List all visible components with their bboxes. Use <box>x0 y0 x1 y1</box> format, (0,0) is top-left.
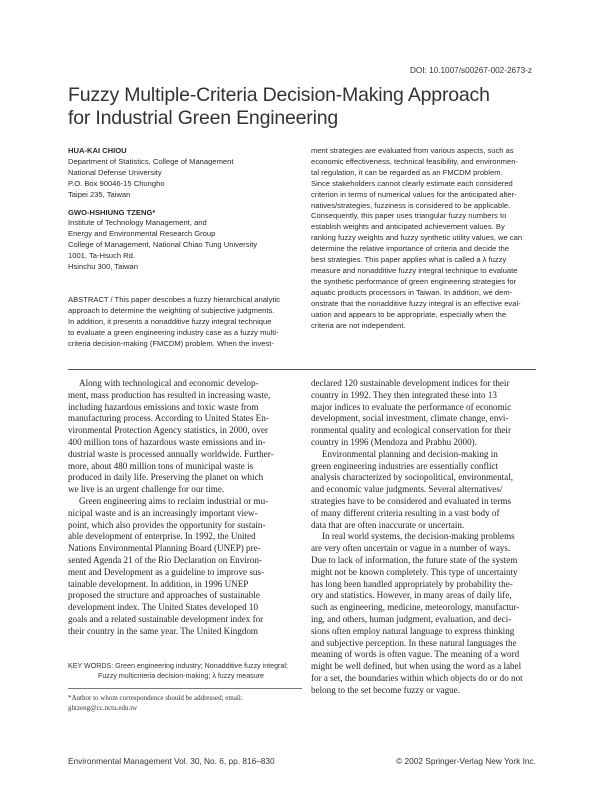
body-line: ing, and others, human judgment, evaluation, and deci- <box>311 613 512 624</box>
body-line: including hazardous emissions and toxic waste from <box>68 401 259 412</box>
body-line: might be well defined, but when using the word as a label <box>311 661 522 672</box>
abstract-left <box>68 295 293 350</box>
abstract-right <box>311 146 536 331</box>
affiliation-line: Hsinchu 300, Taiwan <box>68 262 138 272</box>
body-line: development index. The United States developed 10 <box>68 602 258 613</box>
body-line: vironmental Protection Agency statistics, in 2000, over <box>68 425 269 436</box>
body-line: point, which also provides the opportunity for sustain- <box>68 519 266 530</box>
body-line: dustrial waste is processed annually worldwide. Further- <box>68 448 274 459</box>
keywords-line: Fuzzy multicriteria decision-making; λ fuzzy measure <box>98 672 264 680</box>
abstract-line: best strategies. This paper applies what is called a λ fuzzy <box>311 255 507 265</box>
body-line: produced in daily life. Preserving the planet on which <box>68 472 264 483</box>
footnote-divider <box>68 688 302 689</box>
abstract-line: economic effectiveness, technical feasibility, and environmen- <box>311 156 518 166</box>
abstract-line: aquatic products processors in Taiwan. In addition, we dem- <box>311 287 513 297</box>
body-line: Green engineering aims to reclaim industrial or mu- <box>79 495 269 506</box>
affiliation-line: National Defense University <box>68 167 162 177</box>
affiliation-line: Department of Statistics, College of Management <box>68 156 234 166</box>
body-line: 400 million tons of hazardous waste emissions and in- <box>68 436 266 447</box>
abstract-line: the synthetic performance of green engineering strategies for <box>311 276 517 286</box>
body-line: able development of enterprise. In 1992, the United <box>68 531 256 542</box>
abstract-line: Since stakeholders cannot clearly estimate each considered <box>311 178 513 188</box>
body-line: such as engineering, medicine, meteorology, manufactur- <box>311 602 520 613</box>
abstract-line: ranking fuzzy weights and fuzzy synthetic utility values, we can <box>311 233 523 243</box>
copyright: © 2002 Springer-Verlag New York Inc. <box>396 756 536 766</box>
body-line: analysis characterized by sociopolitical, environmental, <box>311 472 514 483</box>
abstract-line: ABSTRACT / This paper describes a fuzzy hierarchical analytic <box>68 295 281 304</box>
body-line: more, about 480 million tons of municipal waste is <box>68 460 254 471</box>
body-column-right <box>311 378 543 697</box>
abstract-line: approach to determine the weighting of subjective judgments. <box>68 305 275 315</box>
footnote-line: *Author to whom correspondence should be addressed; email: <box>68 694 243 702</box>
body-line: In real world systems, the decision-making problems <box>322 531 515 542</box>
body-line: Along with technological and economic develop- <box>79 378 259 388</box>
abstract-line: uation and appears to be appropriate, especially when the <box>311 309 507 319</box>
abstract-line: natives/strategies, fuzziness is considered to be applicable. <box>311 200 511 210</box>
paper-title <box>68 84 548 130</box>
body-line: belong to the set become fuzzy or vague. <box>311 684 460 695</box>
affiliation-line: 1001, Ta-Hsuch Rd. <box>68 251 135 261</box>
body-line: strategies have to be considered and evaluated in terms <box>311 495 511 506</box>
abstract-line: criterion in terms of numerical values for the anticipated alter- <box>311 189 517 199</box>
body-line: country in 1996 (Mendoza and Prabhu 2000). <box>311 436 477 447</box>
author-name: HUA-KAI CHIOU <box>68 146 127 155</box>
body-line: and subjective perception. In these natural languages the <box>311 637 517 648</box>
body-line: ory and statistics. However, in many areas of daily life, <box>311 590 512 601</box>
abstract-line: In addition, it presents a nonadditive fuzzy integral technique <box>68 316 272 326</box>
body-line: goals and a related sustainable development index for <box>68 613 264 624</box>
body-line: declared 120 sustainable development indices for their <box>311 378 510 388</box>
body-column-left <box>68 378 302 638</box>
abstract-line: Consequently, this paper uses triangular fuzzy numbers to <box>311 211 507 221</box>
body-line: green engineering industries are essentially conflict <box>311 460 499 471</box>
title-line: for Industrial Green Engineering <box>68 107 339 129</box>
keywords <box>68 661 302 681</box>
body-line: tainable development. In addition, in 1996 UNEP <box>68 578 249 589</box>
affiliation-line: College of Management, National Chiao Tung University <box>68 240 258 250</box>
affiliation-line: Institute of Technology Management, and <box>68 218 207 228</box>
body-line: major indices to evaluate the performance of economic <box>311 401 512 412</box>
body-line: ment and Development as a guideline to improve sus- <box>68 566 264 577</box>
footnote <box>68 694 302 713</box>
body-line: Nations Environmental Planning Board (UNEP) pre- <box>68 543 261 554</box>
author-block <box>68 146 293 273</box>
doi: DOI: 10.1007/s00267-002-2673-z <box>410 66 532 75</box>
body-line: meaning of words is often vague. The meaning of a word <box>311 649 520 660</box>
body-line: development, social investment, climate change, envi- <box>311 413 509 424</box>
abstract-line: measure and nonadditive fuzzy integral technique to evaluate <box>311 265 518 275</box>
body-line: ronmental quality and ecological conservation for their <box>311 425 511 436</box>
body-line: might not be known completely. This type of uncertainty <box>311 566 518 577</box>
title-line: Fuzzy Multiple-Criteria Decision-Making Approach <box>68 84 490 106</box>
body-line: sions often employ natural language to express thinking <box>311 625 515 636</box>
body-line: country in 1992. They then integrated these into 13 <box>311 389 497 400</box>
affiliation-line: P.O. Box 90046-15 Chungho <box>68 178 165 188</box>
body-line: has long been handled appropriately by probability the- <box>311 578 513 589</box>
abstract-line: determine the relative importance of criteria and decide the <box>311 244 509 254</box>
body-line: proposed the structure and approaches of sustainable <box>68 590 260 601</box>
abstract-line: criteria are not independent. <box>311 320 406 330</box>
body-line: of many different criteria resulting in a vast body of <box>311 507 500 518</box>
journal-citation: Environmental Management Vol. 30, No. 6, pp. 816–830 <box>68 756 275 766</box>
body-line: for a set, the boundaries within which objects do or do not <box>311 672 523 683</box>
body-line: Due to lack of information, the future state of the system <box>311 554 518 565</box>
body-line: manufacturing process. According to United States En- <box>68 413 269 424</box>
abstract-line: tal regulation, it can be regarded as an FMCDM problem. <box>311 167 503 177</box>
abstract-line: to evaluate a green engineering industry case as a fuzzy multi- <box>68 327 279 337</box>
body-line: sented Agenda 21 of the Rio Declaration on Environ- <box>68 554 262 565</box>
keywords-line: KEY WORDS: Green engineering industry; Nonadditive fuzzy integral; <box>68 662 288 670</box>
abstract-line: establish weights and anticipated achievement values. By <box>311 222 505 232</box>
footnote-line: ghtzeng@cc.nctu.edu.tw <box>68 703 138 712</box>
body-line: their country in the same year. The United Kingdom <box>68 625 258 636</box>
abstract-line: onstrate that the nonadditive fuzzy integral is an effective eval- <box>311 298 521 308</box>
body-line: we live is an urgent challenge for our time. <box>68 484 225 495</box>
abstract-line: ment strategies are evaluated from various aspects, such as <box>311 146 514 155</box>
affiliation-line: Taipei 235, Taiwan <box>68 189 131 199</box>
body-line: and economic value judgments. Several alternatives/ <box>311 484 503 495</box>
body-line: nicipal waste and is an increasingly important view- <box>68 507 258 518</box>
author-name: GWO-HSHIUNG TZENG* <box>68 207 156 217</box>
affiliation-line: Energy and Environmental Research Group <box>68 229 216 239</box>
section-divider <box>68 369 536 370</box>
body-line: Environmental planning and decision-making in <box>322 448 498 459</box>
body-line: ment, mass production has resulted in increasing waste, <box>68 389 271 400</box>
body-line: data that are often inaccurate or uncertain. <box>311 519 465 530</box>
abstract-line: criteria decision-making (FMCDM) problem. When the invest- <box>68 338 274 348</box>
body-line: are very often uncertain or vague in a number of ways. <box>311 543 511 554</box>
